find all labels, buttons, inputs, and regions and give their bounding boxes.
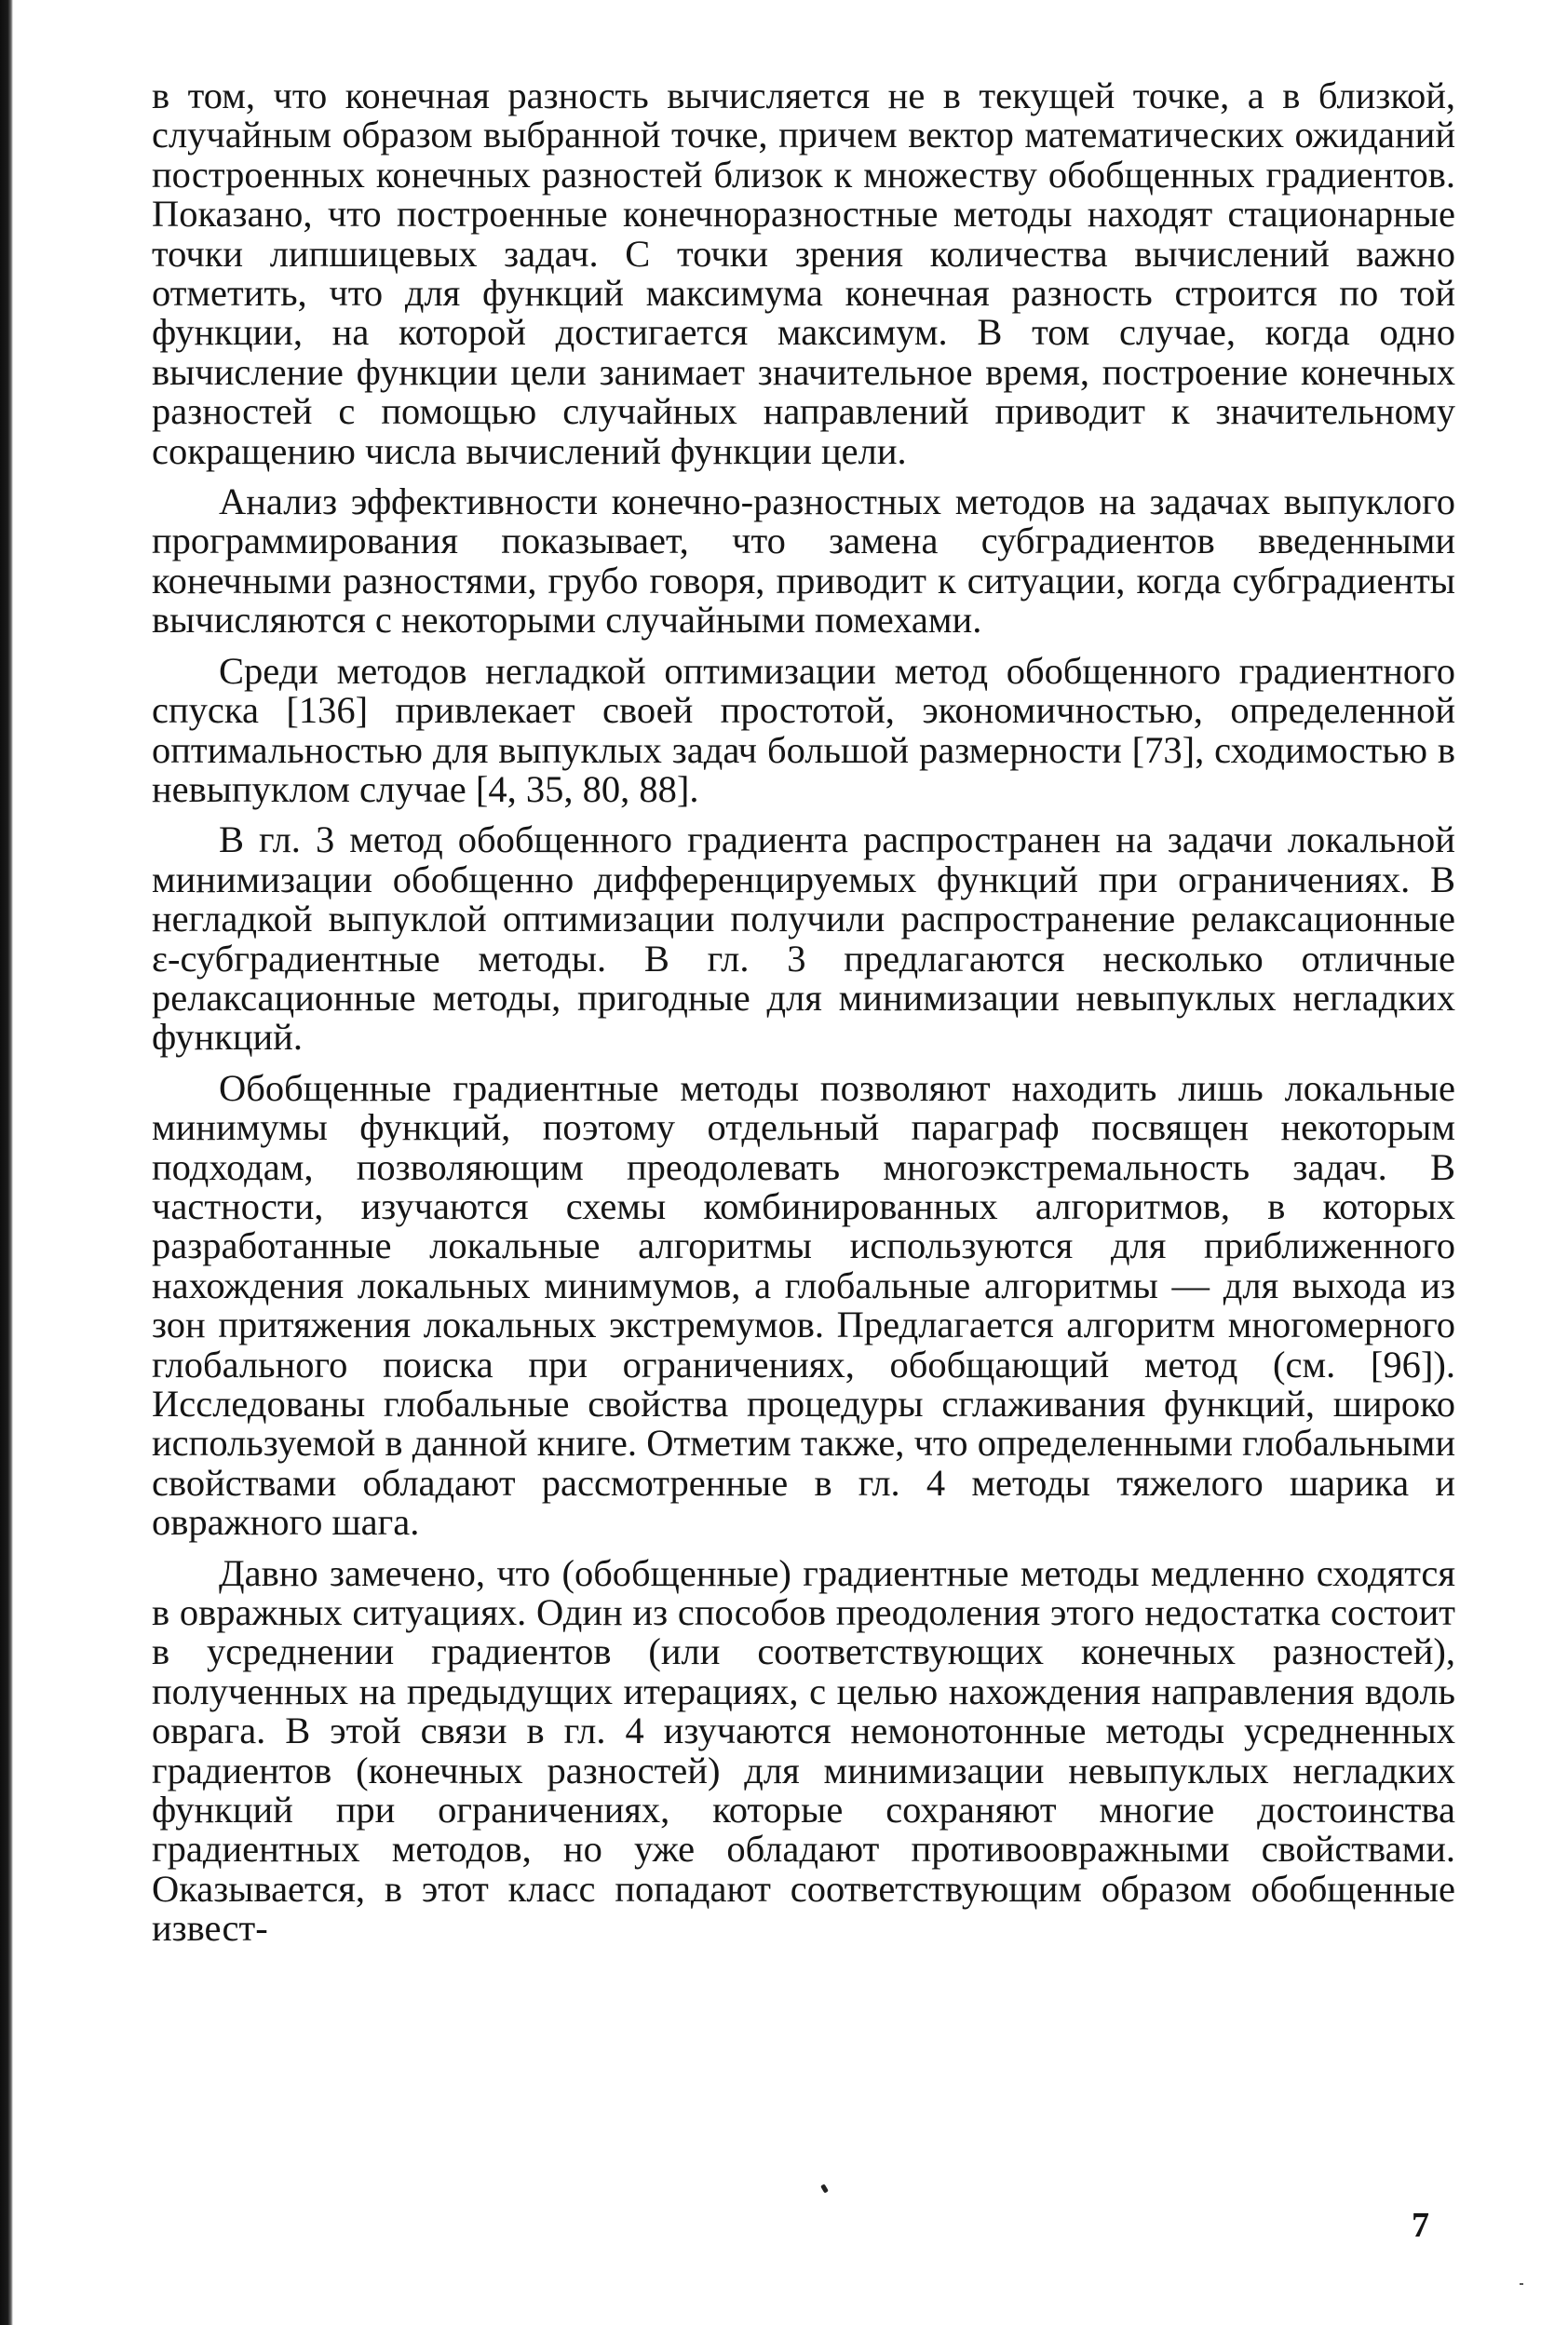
paragraph-5: Обобщенные градиентные методы позволяют находить лишь локальные минимумы функций, поэтому отдельный параграф посвящен некоторым подходам, позволяющим преодолевать многоэкстремальность задач. В частности, изучаются схемы комбинированных алгоритмов, в которых разработанные локальные алгоритмы используются для приближенного нахождения локальных минимумов, а глобальные алгоритмы — для выхода из зон притяжения локальных экстремумов. Предлагается алгоритм многомерного глобального поиска при ограничениях, обобщающий метод (см. [96]). Исследованы глобальные свойства процедуры сглаживания функций, широко используемой в данной книге. Отметим также, что определенными глобальными свойствами обладают рассмотренные в гл. 4 методы тяжелого шарика и овражного шага. — [152, 1066, 1455, 1544]
scan-speck — [1520, 2283, 1523, 2285]
page-number: 7 — [1412, 2206, 1429, 2245]
print-speck — [820, 2183, 829, 2193]
paragraph-6: Давно замечено, что (обобщенные) градиентные методы медленно сходятся в овражных ситуациях. Один из способов преодоления этого недостатка состоит в усреднении градиентов (или соответствующих конечных разностей), полученных на предыдущих итерациях, с целью нахождения направления вдоль оврага. В этой связи в гл. 4 изучаются немонотонные методы усредненных градиентов (конечных разностей) для минимизации невыпуклых негладких функций при ограничениях, которые сохраняют многие достоинства градиентных методов, но уже обладают противоовражными свойствами. Оказывается, в этот класс попадают соответствующим образом обобщенные извест- — [152, 1551, 1455, 1950]
paragraph-2: Анализ эффективности конечно-разностных методов на задачах выпуклого программирования показывает, что замена субградиентов введенными конечными разностями, грубо говоря, приводит к ситуации, когда субградиенты вычисляются с некоторыми случайными помехами. — [152, 480, 1455, 642]
binding-edge — [0, 0, 13, 2325]
paragraph-1: в том, что конечная разность вычисляется не в текущей точке, а в близкой, случайным образом выбранной точке, причем вектор математических ожиданий построенных конечных разностей близок к множеству обобщенных градиентов. Показано, что построенные конечноразностные методы находят стационарные точки липшицевых задач. С точки зрения количества вычислений важно отметить, что для функций максимума конечная разность строится по той функции, на которой достигается максимум. В том случае, когда одно вычисление функции цели занимает значительное время, построение конечных разностей с помощью случайных направлений приводит к значительному сокращению числа вычислений функции цели. — [152, 74, 1455, 472]
paragraph-3: Среди методов негладкой оптимизации метод обобщенного градиентного спуска [136] привлекает своей простотой, экономичностью, определенной оптимальностью для выпуклых задач большой размерности [73], сходимостью в невыпуклом случае [4, 35, 80, 88]. — [152, 649, 1455, 810]
page-body — [152, 76, 1455, 1960]
paragraph-4: В гл. 3 метод обобщенного градиента распространен на задачи локальной минимизации обобщенно дифференцируемых функций при ограничениях. В негладкой выпуклой оптимизации получили распространение релаксационные ε-субградиентные методы. В гл. 3 предлагаются несколько отличные релаксационные методы, пригодные для минимизации невыпуклых негладких функций. — [152, 818, 1455, 1059]
